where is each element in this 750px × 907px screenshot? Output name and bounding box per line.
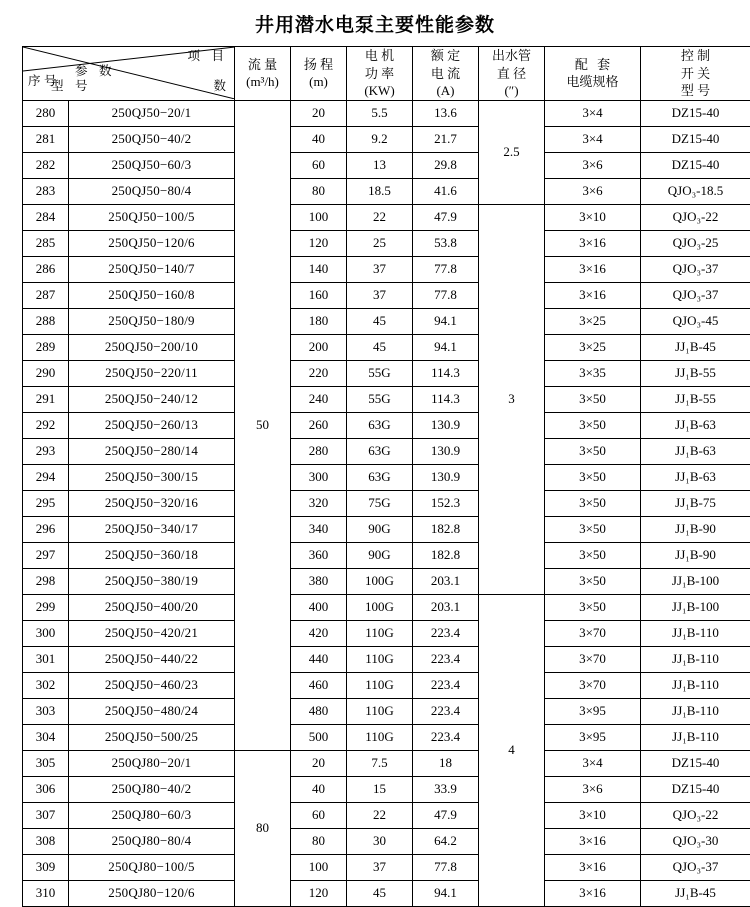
- cell-cable-spec: 3×4: [545, 100, 641, 126]
- header-control-switch: [641, 47, 750, 101]
- cell-motor-power: 37: [347, 854, 413, 880]
- cell-motor-power: 37: [347, 256, 413, 282]
- cell-control-switch: DZ15-40: [641, 776, 750, 802]
- cell-head: 300: [291, 464, 347, 490]
- header-current-line2: 电 流: [413, 65, 478, 83]
- header-head: [291, 47, 347, 101]
- cell-control-switch: QJO₃-45: [641, 308, 750, 334]
- cell-cable-spec: 3×50: [545, 568, 641, 594]
- cell-rated-current: 41.6: [413, 178, 479, 204]
- cell-model: 250QJ80−60/3: [69, 802, 235, 828]
- cell-head: 100: [291, 854, 347, 880]
- cell-motor-power: 18.5: [347, 178, 413, 204]
- performance-parameter-table: [22, 46, 750, 907]
- table-row: [23, 204, 750, 230]
- header-power-line3: (KW): [347, 82, 412, 100]
- cell-serial-number: 300: [23, 620, 69, 646]
- cell-cable-spec: 3×16: [545, 230, 641, 256]
- table-row: [23, 776, 750, 802]
- cell-cable-spec: 3×50: [545, 594, 641, 620]
- cell-control-switch: JJ₁B-110: [641, 646, 750, 672]
- cell-rated-current: 130.9: [413, 464, 479, 490]
- cell-cable-spec: 3×50: [545, 542, 641, 568]
- cell-motor-power: 15: [347, 776, 413, 802]
- cell-serial-number: 294: [23, 464, 69, 490]
- cell-model: 250QJ50−340/17: [69, 516, 235, 542]
- header-corner-cell: [23, 47, 235, 101]
- cell-rated-current: 223.4: [413, 672, 479, 698]
- cell-rated-current: 130.9: [413, 412, 479, 438]
- cell-cable-spec: 3×70: [545, 620, 641, 646]
- cell-motor-power: 22: [347, 204, 413, 230]
- cell-rated-current: 47.9: [413, 204, 479, 230]
- cell-control-switch: JJ₁B-55: [641, 386, 750, 412]
- cell-flow: 50: [235, 100, 291, 750]
- cell-control-switch: JJ₁B-110: [641, 698, 750, 724]
- cell-outlet-diameter: 3: [479, 204, 545, 594]
- cell-head: 140: [291, 256, 347, 282]
- cell-motor-power: 22: [347, 802, 413, 828]
- table-row: [23, 360, 750, 386]
- cell-serial-number: 281: [23, 126, 69, 152]
- cell-control-switch: QJO₃-30: [641, 828, 750, 854]
- cell-motor-power: 45: [347, 334, 413, 360]
- cell-control-switch: JJ₁B-110: [641, 724, 750, 750]
- header-cable-line2: 电缆规格: [545, 73, 640, 91]
- table-row: [23, 386, 750, 412]
- table-row: [23, 308, 750, 334]
- table-row: [23, 568, 750, 594]
- cell-model: 250QJ50−400/20: [69, 594, 235, 620]
- cell-motor-power: 63G: [347, 438, 413, 464]
- cell-serial-number: 295: [23, 490, 69, 516]
- header-label-parameter: 参 数: [75, 65, 115, 79]
- cell-head: 500: [291, 724, 347, 750]
- cell-control-switch: JJ₁B-63: [641, 412, 750, 438]
- cell-serial-number: 297: [23, 542, 69, 568]
- cell-head: 40: [291, 776, 347, 802]
- cell-head: 400: [291, 594, 347, 620]
- header-label-count: 数: [213, 80, 226, 94]
- cell-model: 250QJ50−60/3: [69, 152, 235, 178]
- cell-model: 250QJ50−100/5: [69, 204, 235, 230]
- cell-head: 120: [291, 880, 347, 906]
- cell-model: 250QJ50−220/11: [69, 360, 235, 386]
- cell-control-switch: JJ₁B-45: [641, 880, 750, 906]
- cell-rated-current: 114.3: [413, 386, 479, 412]
- cell-control-switch: JJ₁B-45: [641, 334, 750, 360]
- cell-serial-number: 286: [23, 256, 69, 282]
- cell-model: 250QJ50−480/24: [69, 698, 235, 724]
- cell-serial-number: 291: [23, 386, 69, 412]
- cell-head: 340: [291, 516, 347, 542]
- cell-head: 420: [291, 620, 347, 646]
- cell-rated-current: 182.8: [413, 516, 479, 542]
- table-row: [23, 646, 750, 672]
- cell-head: 480: [291, 698, 347, 724]
- header-cable-spec: [545, 47, 641, 101]
- cell-cable-spec: 3×10: [545, 802, 641, 828]
- header-outlet-line1: 出水管: [479, 47, 544, 65]
- cell-rated-current: 182.8: [413, 542, 479, 568]
- cell-head: 100: [291, 204, 347, 230]
- table-row: [23, 880, 750, 906]
- cell-motor-power: 100G: [347, 594, 413, 620]
- cell-rated-current: 94.1: [413, 880, 479, 906]
- cell-cable-spec: 3×50: [545, 464, 641, 490]
- cell-serial-number: 309: [23, 854, 69, 880]
- header-flow-line2: (m³/h): [235, 73, 290, 91]
- cell-control-switch: QJO₃-25: [641, 230, 750, 256]
- cell-cable-spec: 3×95: [545, 698, 641, 724]
- cell-cable-spec: 3×16: [545, 854, 641, 880]
- header-label-model: 型 号: [51, 80, 91, 94]
- cell-motor-power: 110G: [347, 620, 413, 646]
- cell-rated-current: 114.3: [413, 360, 479, 386]
- table-row: [23, 620, 750, 646]
- table-row: [23, 334, 750, 360]
- cell-cable-spec: 3×6: [545, 776, 641, 802]
- cell-rated-current: 29.8: [413, 152, 479, 178]
- cell-model: 250QJ80−40/2: [69, 776, 235, 802]
- cell-head: 80: [291, 828, 347, 854]
- cell-head: 20: [291, 750, 347, 776]
- table-header-row: [23, 47, 750, 101]
- cell-model: 250QJ50−320/16: [69, 490, 235, 516]
- cell-model: 250QJ50−200/10: [69, 334, 235, 360]
- cell-serial-number: 283: [23, 178, 69, 204]
- cell-motor-power: 9.2: [347, 126, 413, 152]
- cell-serial-number: 280: [23, 100, 69, 126]
- cell-control-switch: DZ15-40: [641, 100, 750, 126]
- table-row: [23, 698, 750, 724]
- cell-serial-number: 293: [23, 438, 69, 464]
- cell-model: 250QJ50−140/7: [69, 256, 235, 282]
- cell-motor-power: 63G: [347, 412, 413, 438]
- header-current-line3: (A): [413, 82, 478, 100]
- cell-motor-power: 7.5: [347, 750, 413, 776]
- cell-rated-current: 13.6: [413, 100, 479, 126]
- cell-head: 20: [291, 100, 347, 126]
- cell-control-switch: JJ₁B-55: [641, 360, 750, 386]
- cell-head: 260: [291, 412, 347, 438]
- cell-rated-current: 33.9: [413, 776, 479, 802]
- cell-model: 250QJ50−500/25: [69, 724, 235, 750]
- header-flow-line1: 流 量: [235, 56, 290, 74]
- header-rated-current: [413, 47, 479, 101]
- header-outlet-line3: (″): [479, 82, 544, 100]
- cell-rated-current: 223.4: [413, 646, 479, 672]
- cell-rated-current: 203.1: [413, 568, 479, 594]
- table-row: [23, 126, 750, 152]
- cell-head: 380: [291, 568, 347, 594]
- cell-cable-spec: 3×16: [545, 282, 641, 308]
- header-head-line2: (m): [291, 73, 346, 91]
- table-row: [23, 464, 750, 490]
- cell-serial-number: 310: [23, 880, 69, 906]
- cell-motor-power: 90G: [347, 516, 413, 542]
- header-flow: [235, 47, 291, 101]
- cell-motor-power: 110G: [347, 672, 413, 698]
- cell-control-switch: QJO₃-18.5: [641, 178, 750, 204]
- table-row: [23, 282, 750, 308]
- cell-model: 250QJ50−160/8: [69, 282, 235, 308]
- cell-control-switch: JJ₁B-100: [641, 594, 750, 620]
- cell-head: 460: [291, 672, 347, 698]
- cell-serial-number: 292: [23, 412, 69, 438]
- table-body: [23, 100, 750, 906]
- table-row: [23, 802, 750, 828]
- cell-head: 360: [291, 542, 347, 568]
- cell-serial-number: 282: [23, 152, 69, 178]
- cell-control-switch: JJ₁B-63: [641, 438, 750, 464]
- cell-serial-number: 296: [23, 516, 69, 542]
- cell-cable-spec: 3×70: [545, 646, 641, 672]
- cell-head: 160: [291, 282, 347, 308]
- cell-rated-current: 94.1: [413, 308, 479, 334]
- cell-cable-spec: 3×25: [545, 334, 641, 360]
- cell-serial-number: 289: [23, 334, 69, 360]
- table-row: [23, 256, 750, 282]
- cell-serial-number: 290: [23, 360, 69, 386]
- cell-cable-spec: 3×4: [545, 750, 641, 776]
- table-row: [23, 672, 750, 698]
- cell-rated-current: 152.3: [413, 490, 479, 516]
- cell-control-switch: JJ₁B-110: [641, 672, 750, 698]
- cell-motor-power: 5.5: [347, 100, 413, 126]
- cell-serial-number: 303: [23, 698, 69, 724]
- cell-cable-spec: 3×70: [545, 672, 641, 698]
- cell-motor-power: 75G: [347, 490, 413, 516]
- cell-motor-power: 30: [347, 828, 413, 854]
- cell-serial-number: 301: [23, 646, 69, 672]
- cell-rated-current: 77.8: [413, 282, 479, 308]
- cell-control-switch: DZ15-40: [641, 750, 750, 776]
- cell-serial-number: 288: [23, 308, 69, 334]
- cell-cable-spec: 3×50: [545, 438, 641, 464]
- cell-model: 250QJ50−80/4: [69, 178, 235, 204]
- cell-rated-current: 53.8: [413, 230, 479, 256]
- header-motor-power: [347, 47, 413, 101]
- cell-head: 220: [291, 360, 347, 386]
- header-outlet-line2: 直 径: [479, 65, 544, 83]
- cell-model: 250QJ80−120/6: [69, 880, 235, 906]
- cell-rated-current: 18: [413, 750, 479, 776]
- table-row: [23, 828, 750, 854]
- cell-cable-spec: 3×10: [545, 204, 641, 230]
- cell-cable-spec: 3×35: [545, 360, 641, 386]
- cell-motor-power: 45: [347, 880, 413, 906]
- cell-motor-power: 110G: [347, 646, 413, 672]
- cell-model: 250QJ50−20/1: [69, 100, 235, 126]
- header-switch-line3: 型 号: [641, 82, 750, 100]
- cell-motor-power: 13: [347, 152, 413, 178]
- table-row: [23, 724, 750, 750]
- cell-rated-current: 223.4: [413, 620, 479, 646]
- cell-model: 250QJ50−420/21: [69, 620, 235, 646]
- cell-model: 250QJ50−260/13: [69, 412, 235, 438]
- cell-head: 180: [291, 308, 347, 334]
- cell-cable-spec: 3×16: [545, 880, 641, 906]
- cell-serial-number: 304: [23, 724, 69, 750]
- cell-rated-current: 223.4: [413, 698, 479, 724]
- cell-model: 250QJ50−380/19: [69, 568, 235, 594]
- header-current-line1: 额 定: [413, 47, 478, 65]
- cell-serial-number: 284: [23, 204, 69, 230]
- cell-serial-number: 302: [23, 672, 69, 698]
- page-title: 井用潜水电泵主要性能参数: [22, 0, 728, 46]
- cell-control-switch: QJO₃-37: [641, 854, 750, 880]
- cell-rated-current: 94.1: [413, 334, 479, 360]
- cell-model: 250QJ80−80/4: [69, 828, 235, 854]
- cell-control-switch: DZ15-40: [641, 126, 750, 152]
- cell-model: 250QJ50−180/9: [69, 308, 235, 334]
- cell-model: 250QJ50−280/14: [69, 438, 235, 464]
- cell-serial-number: 306: [23, 776, 69, 802]
- cell-control-switch: JJ₁B-63: [641, 464, 750, 490]
- cell-head: 200: [291, 334, 347, 360]
- table-row: [23, 230, 750, 256]
- cell-head: 60: [291, 152, 347, 178]
- cell-motor-power: 110G: [347, 724, 413, 750]
- table-row: [23, 750, 750, 776]
- cell-model: 250QJ50−360/18: [69, 542, 235, 568]
- table-row: [23, 438, 750, 464]
- cell-control-switch: DZ15-40: [641, 152, 750, 178]
- cell-cable-spec: 3×50: [545, 412, 641, 438]
- table-row: [23, 100, 750, 126]
- cell-model: 250QJ50−460/23: [69, 672, 235, 698]
- cell-cable-spec: 3×25: [545, 308, 641, 334]
- cell-cable-spec: 3×50: [545, 490, 641, 516]
- cell-serial-number: 308: [23, 828, 69, 854]
- cell-model: 250QJ80−20/1: [69, 750, 235, 776]
- header-switch-line1: 控 制: [641, 47, 750, 65]
- cell-motor-power: 45: [347, 308, 413, 334]
- cell-rated-current: 223.4: [413, 724, 479, 750]
- cell-head: 440: [291, 646, 347, 672]
- header-switch-line2: 开 关: [641, 65, 750, 83]
- cell-cable-spec: 3×50: [545, 516, 641, 542]
- cell-serial-number: 299: [23, 594, 69, 620]
- table-row: [23, 178, 750, 204]
- header-label-serial: 序 号: [28, 75, 56, 89]
- table-row: [23, 516, 750, 542]
- table-row: [23, 490, 750, 516]
- header-cable-line1: 配 套: [545, 56, 640, 74]
- cell-model: 250QJ50−240/12: [69, 386, 235, 412]
- cell-motor-power: 100G: [347, 568, 413, 594]
- cell-model: 250QJ50−440/22: [69, 646, 235, 672]
- cell-model: 250QJ50−120/6: [69, 230, 235, 256]
- cell-model: 250QJ50−300/15: [69, 464, 235, 490]
- header-outlet-diameter: [479, 47, 545, 101]
- cell-serial-number: 287: [23, 282, 69, 308]
- cell-serial-number: 298: [23, 568, 69, 594]
- cell-motor-power: 37: [347, 282, 413, 308]
- cell-cable-spec: 3×95: [545, 724, 641, 750]
- cell-cable-spec: 3×16: [545, 256, 641, 282]
- cell-cable-spec: 3×50: [545, 386, 641, 412]
- cell-flow: 80: [235, 750, 291, 906]
- table-row: [23, 854, 750, 880]
- cell-control-switch: JJ₁B-90: [641, 542, 750, 568]
- cell-control-switch: QJO₃-37: [641, 256, 750, 282]
- cell-motor-power: 90G: [347, 542, 413, 568]
- cell-rated-current: 77.8: [413, 854, 479, 880]
- cell-model: 250QJ50−40/2: [69, 126, 235, 152]
- cell-serial-number: 305: [23, 750, 69, 776]
- cell-cable-spec: 3×4: [545, 126, 641, 152]
- cell-model: 250QJ80−100/5: [69, 854, 235, 880]
- table-row: [23, 412, 750, 438]
- cell-motor-power: 55G: [347, 386, 413, 412]
- cell-cable-spec: 3×16: [545, 828, 641, 854]
- cell-outlet-diameter: 4: [479, 594, 545, 906]
- cell-outlet-diameter: 2.5: [479, 100, 545, 204]
- cell-rated-current: 64.2: [413, 828, 479, 854]
- cell-control-switch: JJ₁B-100: [641, 568, 750, 594]
- cell-control-switch: JJ₁B-90: [641, 516, 750, 542]
- cell-rated-current: 47.9: [413, 802, 479, 828]
- cell-head: 120: [291, 230, 347, 256]
- header-label-item: 项 目: [188, 50, 228, 64]
- cell-cable-spec: 3×6: [545, 152, 641, 178]
- cell-head: 240: [291, 386, 347, 412]
- header-power-line1: 电 机: [347, 47, 412, 65]
- cell-rated-current: 77.8: [413, 256, 479, 282]
- cell-motor-power: 63G: [347, 464, 413, 490]
- cell-control-switch: QJO₃-37: [641, 282, 750, 308]
- cell-rated-current: 21.7: [413, 126, 479, 152]
- table-row: [23, 152, 750, 178]
- cell-motor-power: 25: [347, 230, 413, 256]
- cell-cable-spec: 3×6: [545, 178, 641, 204]
- header-head-line1: 扬 程: [291, 56, 346, 74]
- table-row: [23, 594, 750, 620]
- cell-head: 320: [291, 490, 347, 516]
- cell-motor-power: 110G: [347, 698, 413, 724]
- cell-control-switch: JJ₁B-110: [641, 620, 750, 646]
- table-row: [23, 542, 750, 568]
- cell-serial-number: 307: [23, 802, 69, 828]
- cell-control-switch: QJO₃-22: [641, 802, 750, 828]
- cell-head: 60: [291, 802, 347, 828]
- cell-rated-current: 130.9: [413, 438, 479, 464]
- header-power-line2: 功 率: [347, 65, 412, 83]
- cell-head: 40: [291, 126, 347, 152]
- cell-rated-current: 203.1: [413, 594, 479, 620]
- cell-head: 280: [291, 438, 347, 464]
- cell-motor-power: 55G: [347, 360, 413, 386]
- cell-control-switch: QJO₃-22: [641, 204, 750, 230]
- cell-serial-number: 285: [23, 230, 69, 256]
- cell-head: 80: [291, 178, 347, 204]
- cell-control-switch: JJ₁B-75: [641, 490, 750, 516]
